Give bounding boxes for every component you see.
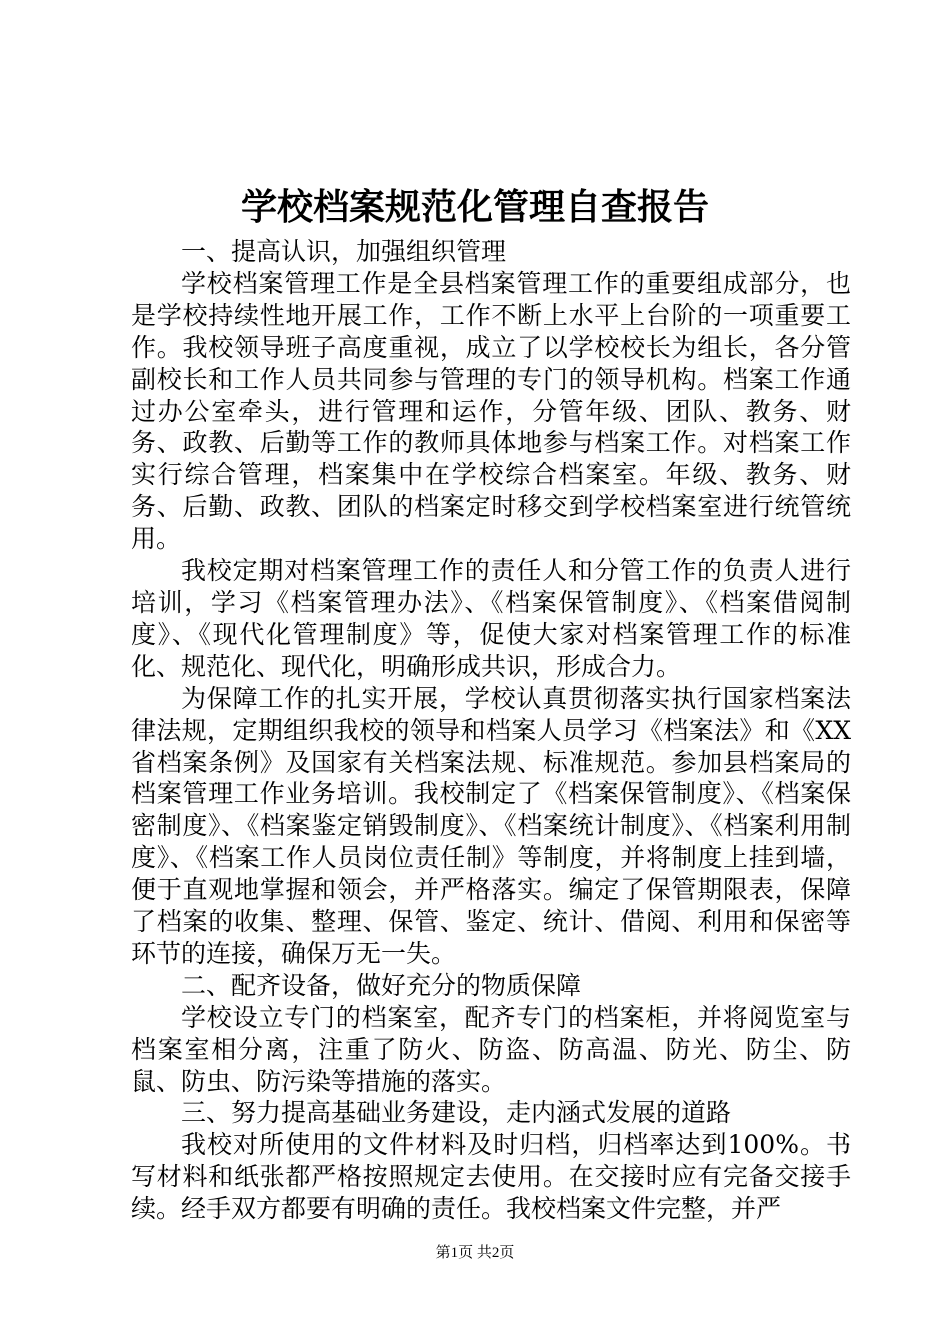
paragraph: 学校设立专门的档案室，配齐专门的档案柜，并将阅览室与档案室相分离，注重了防火、防盗、防高温、防光、防尘、防鼠、防虫、防污染等措施的落实。 (131, 1002, 851, 1096)
paragraph: 我校对所使用的文件材料及时归档，归档率达到100%。书写材料和纸张都严格按照规定去使用。在交接时应有完备交接手续。经手双方都要有明确的责任。我校档案文件完整，并严 (131, 1130, 851, 1224)
paragraph: 学校档案管理工作是全县档案管理工作的重要组成部分，也是学校持续性地开展工作，工作不断上水平上台阶的一项重要工作。我校领导班子高度重视，成立了以学校校长为组长，各分管副校长和工作人员共同参与管理的专门的领导机构。档案工作通过办公室牵头，进行管理和运作，分管年级、团队、教务、财务、政教、后勤等工作的教师具体地参与档案工作。对档案工作实行综合管理，档案集中在学校综合档案室。年级、教务、财务、后勤、政教、团队的档案定时移交到学校档案室进行统管统用。 (131, 268, 851, 554)
page-footer: 第1页 共2页 (435, 1245, 515, 1261)
section-heading-3: 三、努力提高基础业务建设，走内涵式发展的道路 (181, 1098, 732, 1128)
paragraph: 为保障工作的扎实开展，学校认真贯彻落实执行国家档案法律法规，定期组织我校的领导和档案人员学习《档案法》和《XX省档案条例》及国家有关档案法规、标准规范。参加县档案局的档案管理工作业务培训。我校制定了《档案保管制度》、《档案保密制度》、《档案鉴定销毁制度》、《档案统计制度》、《档案利用制度》、《档案工作人员岗位责任制》等制度，并将制度上挂到墙，便于直观地掌握和领会，并严格落实。编定了保管期限表，保障了档案的收集、整理、保管、鉴定、统计、借阅、利用和保密等环节的连接，确保万无一失。 (131, 683, 851, 968)
document-title: 学校档案规范化管理自查报告 (240, 187, 709, 228)
section-heading-2: 二、配齐设备，做好充分的物质保障 (181, 970, 582, 1000)
section-heading-1: 一、提高认识，加强组织管理 (181, 237, 507, 266)
document-body (131, 236, 851, 1225)
paragraph: 我校定期对档案管理工作的责任人和分管工作的负责人进行培训，学习《档案管理办法》、《档案保管制度》、《档案借阅制度》、《现代化管理制度》等，促使大家对档案管理工作的标准化、规范化、现代化，明确形成共识，形成合力。 (131, 556, 851, 681)
